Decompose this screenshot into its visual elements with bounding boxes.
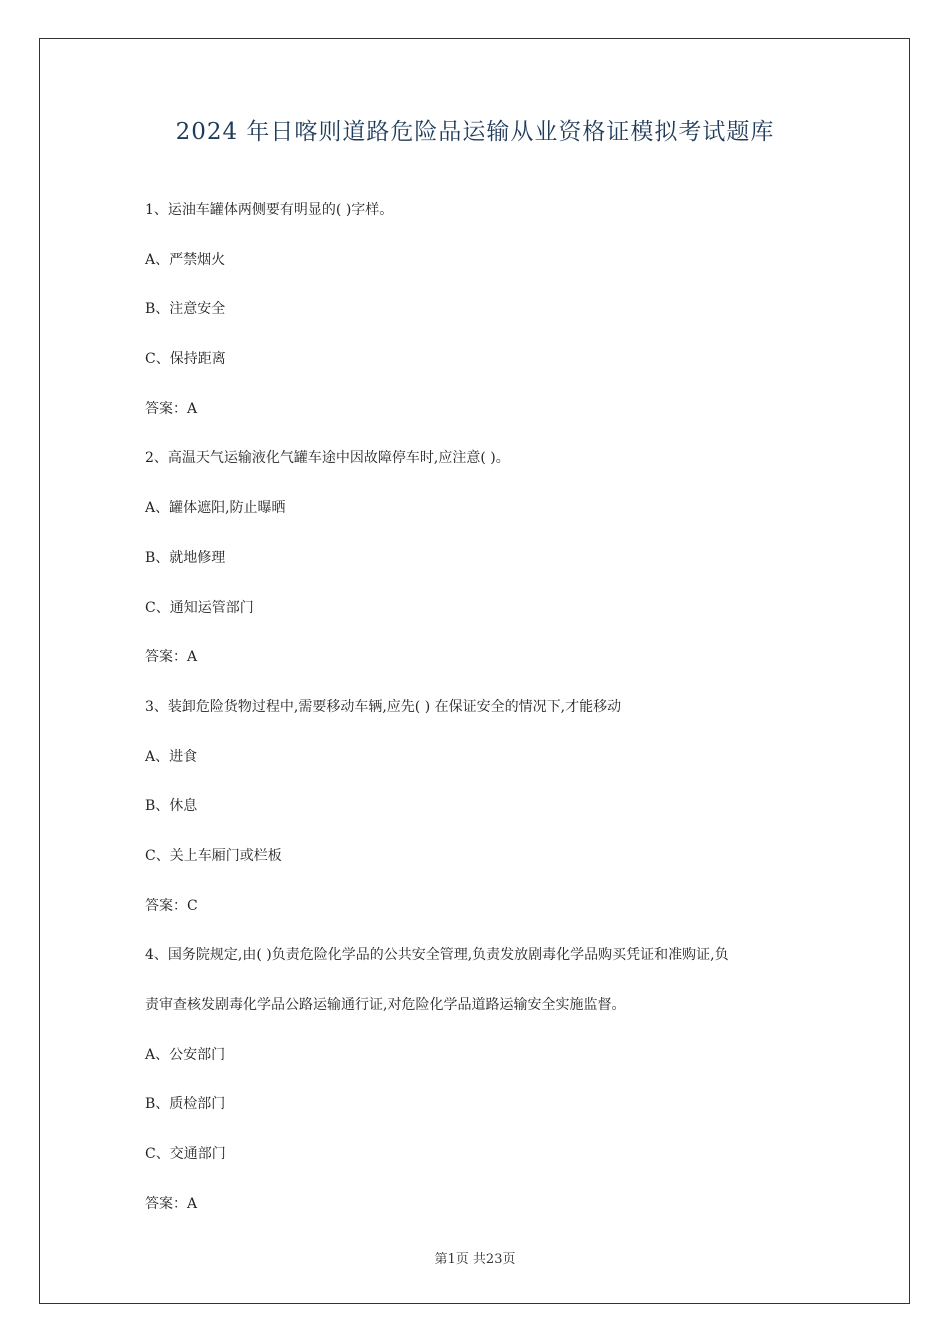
question-list <box>145 200 825 1243</box>
page-number: 第1页 共23页 <box>434 1252 516 1267</box>
question-3-text: 3、装卸危险货物过程中,需要移动车辆,应先( ) 在保证安全的情况下,才能移动 <box>145 698 622 715</box>
question-4-option-a: A、公安部门 <box>145 1046 226 1063</box>
question-2-text: 2、高温天气运输液化气罐车途中因故障停车时,应注意( )。 <box>145 450 510 467</box>
question-4-option-b: B、质检部门 <box>145 1096 226 1113</box>
question-2-answer: 答案：A <box>145 649 198 666</box>
question-4-text-line-2: 责审查核发剧毒化学品公路运输通行证,对危险化学品道路运输安全实施监督。 <box>145 997 626 1013</box>
question-1-option-c: C、保持距离 <box>145 351 226 368</box>
question-4-text-line-1: 4、国务院规定,由( )负责危险化学品的公共安全管理,负责发放剧毒化学品购买凭证和准购证,负 <box>145 947 729 964</box>
question-4-answer: 答案：A <box>145 1195 198 1212</box>
question-1-text: 1、运油车罐体两侧要有明显的( )字样。 <box>145 202 394 218</box>
question-1-answer: 答案：A <box>145 400 198 417</box>
question-2-option-c: C、通知运管部门 <box>145 599 254 616</box>
question-1-option-a: A、严禁烟火 <box>145 251 226 268</box>
question-3-answer: 答案：C <box>145 897 198 914</box>
question-1-option-b: B、注意安全 <box>145 301 226 318</box>
question-2-option-b: B、就地修理 <box>145 549 226 566</box>
document-title: 2024 年日喀则道路危险品运输从业资格证模拟考试题库 <box>175 119 775 145</box>
question-2-option-a: A、罐体遮阳,防止曝晒 <box>145 500 286 517</box>
question-3-option-b: B、休息 <box>145 798 198 815</box>
question-3-option-a: A、进食 <box>145 748 198 765</box>
question-3-option-c: C、关上车厢门或栏板 <box>145 847 282 864</box>
question-4-option-c: C、交通部门 <box>145 1146 226 1163</box>
